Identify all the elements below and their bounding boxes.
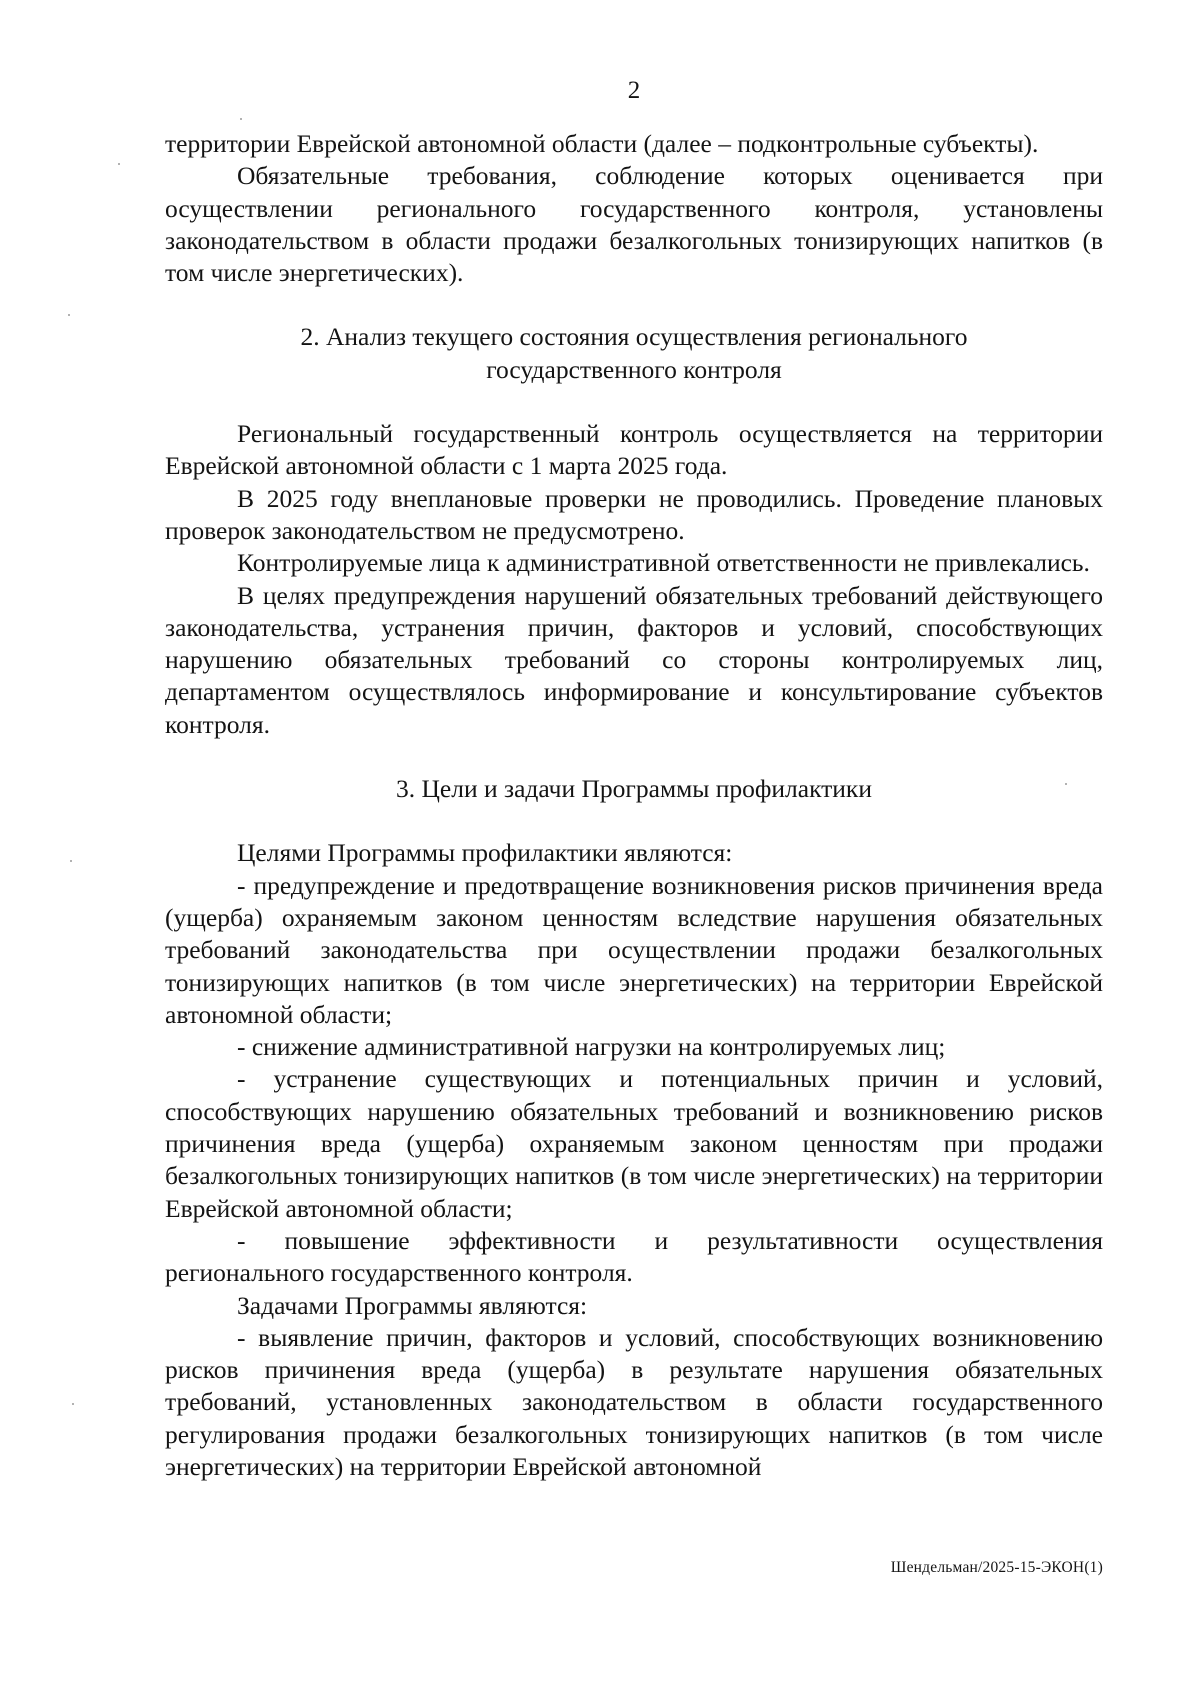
document-registration-code: Шендельман/2025-15-ЭКОН(1) bbox=[890, 1559, 1103, 1576]
paragraph-mandatory-requirements: Обязательные требования, соблюдение которых оценивается при осуществлении регионального государственного контроля, установлены законодательством в области продажи безалкогольных тонизирующих напитков (в том числе энергетических). bbox=[165, 161, 1103, 288]
scan-speck bbox=[72, 1403, 74, 1405]
section-3-list-item: - устранение существующих и потенциальных причин и условий, способствующих нарушению обязательных требований и возникновению рисков причинения вреда (ущерба) охраняемым законом ценностям при продажи безалкогольных тонизирующих напитков (в том числе энергетических) на территории Еврейской автономной области; bbox=[165, 1064, 1103, 1223]
section-3-list-item: - снижение административной нагрузки на контролируемых лиц; bbox=[237, 1032, 946, 1062]
section-3-paragraph: Задачами Программы являются: bbox=[237, 1290, 588, 1320]
document-body bbox=[165, 128, 1103, 1483]
section-2-paragraph: В целях предупреждения нарушений обязательных требований действующего законодательства, устранения причин, факторов и условий, способствующих нарушению обязательных требований со стороны контролируемых лиц, департаментом осуществлялось информирование и консультирование субъектов контроля. bbox=[165, 580, 1103, 739]
section-3-list-item: - выявление причин, факторов и условий, способствующих возникновению рисков причинения вреда (ущерба) в результате нарушения обязательных требований, установленных законодательством в области государственного регулирования продажи безалкогольных тонизирующих напитков (в том числе энергетических) на территории Еврейской автономной bbox=[165, 1322, 1103, 1481]
section-3-heading: 3. Цели и задачи Программы профилактики bbox=[396, 774, 872, 804]
scan-speck bbox=[70, 860, 72, 862]
section-2-paragraph: Контролируемые лица к административной ответственности не привлекались. bbox=[237, 548, 1090, 578]
section-3-list-item: - повышение эффективности и результативности осуществления регионального государственного контроля. bbox=[165, 1225, 1103, 1288]
scan-speck bbox=[118, 163, 120, 165]
section-2-paragraph: Региональный государственный контроль осуществляется на территории Еврейской автономной области с 1 марта 2025 года. bbox=[165, 419, 1103, 481]
section-2-heading-line-1: 2. Анализ текущего состояния осуществления регионального bbox=[300, 322, 968, 352]
section-2-heading bbox=[165, 321, 1103, 386]
section-3-paragraph: Целями Программы профилактики являются: bbox=[237, 838, 733, 868]
paragraph-continuation: территории Еврейской автономной области (далее – подконтрольные субъекты). bbox=[165, 129, 1039, 158]
section-3-list-item: - предупреждение и предотвращение возникновения рисков причинения вреда (ущерба) охраняемым законом ценностям вследствие нарушения обязательных требований законодательства при осуществлении продажи безалкогольных тонизирующих напитков (в том числе энергетических) на территории Еврейской автономной области; bbox=[165, 870, 1103, 1029]
scan-speck bbox=[240, 118, 242, 120]
page-number: 2 bbox=[627, 77, 641, 104]
scan-speck bbox=[68, 314, 70, 316]
scan-speck bbox=[1065, 783, 1067, 785]
section-2-paragraph: В 2025 году внеплановые проверки не проводились. Проведение плановых проверок законодательством не предусмотрено. bbox=[165, 483, 1103, 545]
section-2-heading-line-2: государственного контроля bbox=[486, 354, 782, 384]
